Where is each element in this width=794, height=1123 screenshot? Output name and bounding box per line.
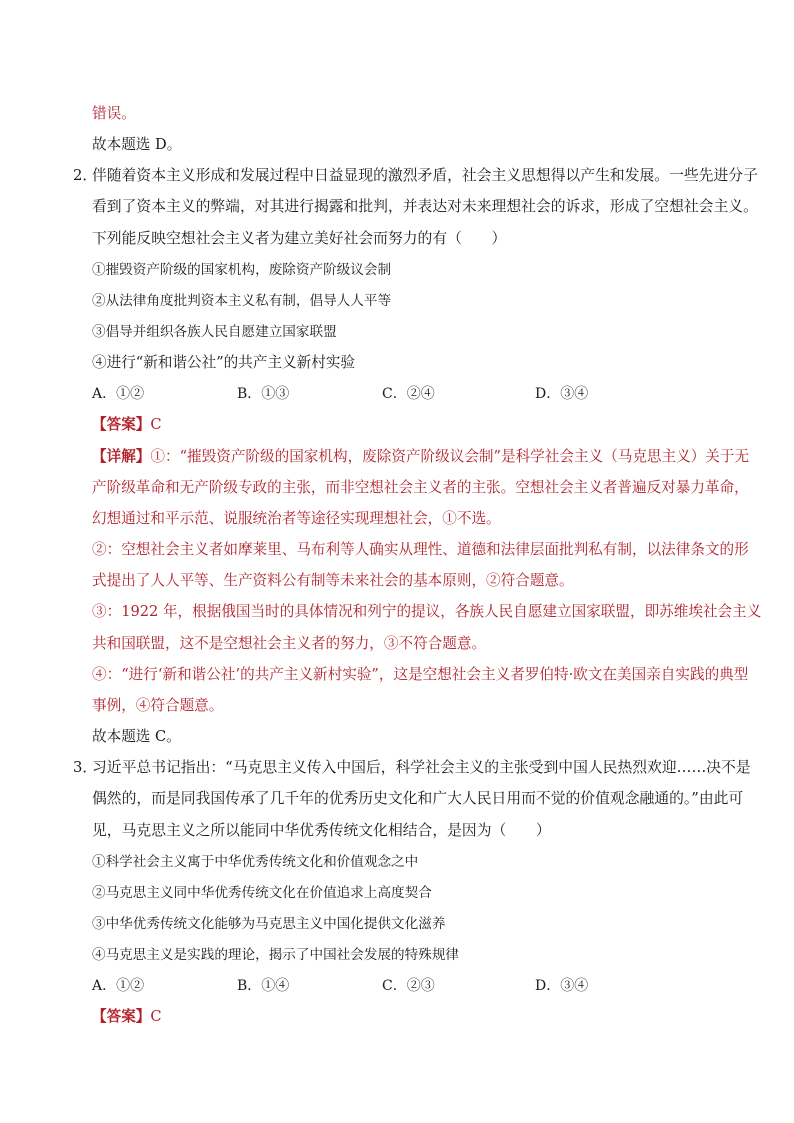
question-stem-line: 下列能反映空想社会主义者为建立美好社会而努力的有（ ） [92, 230, 507, 247]
choice-c: C．②④ [382, 386, 435, 402]
choice-a: A．①② [92, 386, 145, 402]
choice-b: B．①④ [237, 978, 290, 994]
question-stem-line: 看到了资本主义的弊端，对其进行揭露和批判，并表达对未来理想社会的诉求，形成了空想社会主义。 [92, 198, 758, 215]
question-number: 2． [73, 167, 98, 184]
answer-value: C [150, 1008, 162, 1025]
detail-line: ②：空想社会主义者如摩莱里、马布利等人确实从理性、道德和法律层面批判私有制，以法律条文的形 [92, 541, 749, 558]
prev-explanation-tail: 错误。 [92, 105, 136, 122]
option-item: ③中华优秀传统文化能够为马克思主义中国化提供文化滋养 [92, 916, 446, 932]
choice-d: D．③④ [535, 978, 589, 994]
detail-line: 幻想通过和平示范、说服统治者等途径实现理想社会，①不选。 [92, 510, 501, 527]
option-item: ④进行“新和谐公社”的共产主义新村实验 [92, 354, 356, 371]
answer-value: C [150, 416, 162, 433]
option-item: ②从法律角度批判资本主义私有制，倡导人人平等 [92, 293, 392, 309]
answer-tag: 【答案】 [92, 416, 151, 433]
detail-line: ③：1922 年，根据俄国当时的具体情况和列宁的提议，各族人民自愿建立国家联盟，即苏维埃社会主义 [92, 603, 762, 620]
answer-line [92, 1007, 162, 1027]
answer-tag: 【答案】 [92, 1008, 151, 1025]
detail-line: 产阶级革命和无产阶级专政的主张，而非空想社会主义者的主张。空想社会主义者普遍反对暴力革命， [92, 479, 749, 496]
option-item: ③倡导并组织各族人民自愿建立国家联盟 [92, 324, 337, 340]
choice-c: C．②③ [382, 978, 435, 994]
detail-tag: 【详解】 [92, 448, 151, 465]
question-number: 3． [73, 759, 98, 776]
question-stem-line: 习近平总书记指出：“马克思主义传入中国后，科学社会主义的主张受到中国人民热烈欢迎……决不是 [92, 759, 751, 776]
answer-choices [92, 384, 652, 404]
choice-b: B．①③ [237, 386, 290, 402]
option-item: ②马克思主义同中华优秀传统文化在价值追求上高度契合 [92, 885, 432, 901]
choice-d: D．③④ [535, 386, 589, 402]
answer-line [92, 415, 162, 435]
detail-line: 式提出了人人平等、生产资料公有制等未来社会的基本原则，②符合题意。 [92, 572, 574, 589]
option-item: ④马克思主义是实践的理论，揭示了中国社会发展的特殊规律 [92, 947, 460, 963]
option-item: ①科学社会主义寓于中华优秀传统文化和价值观念之中 [92, 854, 419, 870]
option-item: ①摧毁资产阶级的国家机构，废除资产阶级议会制 [92, 262, 392, 278]
question-stem-line: 见，马克思主义之所以能同中华优秀传统文化相结合，是因为（ ） [92, 822, 551, 839]
detail-line: 事例，④符合题意。 [92, 697, 224, 714]
question-stem-line: 伴随着资本主义形成和发展过程中日益显现的激烈矛盾，社会主义思想得以产生和发展。一些先进分子 [92, 167, 758, 184]
detail-line: 共和国联盟，这不是空想社会主义者的努力，③不符合题意。 [92, 635, 487, 652]
question-stem-line: 偶然的，而是同我国传承了几千年的优秀历史文化和广大人民日用而不觉的价值观念融通的。”由此可 [92, 790, 744, 807]
detail-text: ①：“摧毁资产阶级的国家机构，废除资产阶级议会制”是科学社会主义（马克思主义）关于无 [150, 448, 750, 465]
answer-choices [92, 976, 652, 996]
detail-line: ④：“进行‘新和谐公社’的共产主义新村实验”，这是空想社会主义者罗伯特·欧文在美国亲自实践的典型 [92, 666, 749, 683]
conclusion: 故本题选 C。 [92, 728, 181, 745]
choice-a: A．①② [92, 978, 145, 994]
detail-line [92, 447, 749, 467]
prev-conclusion: 故本题选 D。 [92, 136, 182, 153]
